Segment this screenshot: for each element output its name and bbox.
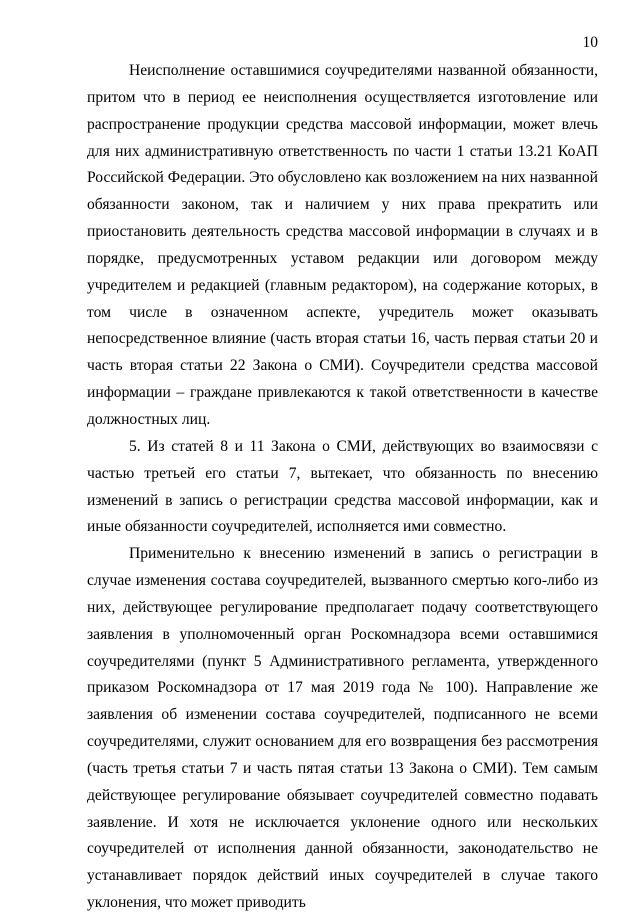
paragraph-joint-obligation: 5. Из статей 8 и 11 Закона о СМИ, действующих во взаимосвязи с частью третьей его статьи 7, вытекает, что обязанность по внесению изменений в запись о регистрации средства массовой информации, как и иные обязанности соучредителей, исполняется ими совместно. bbox=[87, 437, 598, 536]
paragraph-liability: Неисполнение оставшимися соучредителями названной обязанности, притом что в период ее неисполнения осуществляется изготовление или распространение продукции средства массовой информации, может влечь для них административную ответственность по части 1 статьи 13.21 КоАП Российской Федерации. Это обусловлено как возложением на них названной обязанности законом, так и наличием у них права прекратить или приостановить деятельность средства массовой информации в случаях и в порядке, предусмотренных уставом редакции или договором между учредителем и редакцией (главным редактором), на содержание которых, в том числе в означенном аспекте, учредитель может оказывать непосредственное влияние (часть вторая статьи 16, часть первая статьи 20 и часть вторая статьи 22 Закона о СМИ). Соучредители средства массовой информации – граждане привлекаются к такой ответственности в качестве должностных лиц. bbox=[87, 62, 599, 428]
page-number: 10 bbox=[582, 34, 598, 51]
paragraph-registration-changes: Применительно к внесению изменений в запись о регистрации в случае изменения состава соучредителей, вызванного смертью кого-либо из них, действующее регулирование предполагает подачу соответствующего заявления в уполномоченный орган Роскомнадзора всеми оставшимися соучредителями (пункт 5 Административного регламента, утвержденного приказом Роскомнадзора от 17 мая 2019 года № 100). Направление же заявления об изменении состава соучредителей, подписанного не всеми соучредителями, служит основанием для его возвращения без рассмотрения (часть третья статьи 7 и часть пятая статьи 13 Закона о СМИ). Тем самым действующее регулирование обязывает соучредителей совместно подавать заявление. И хотя не исключается уклонение одного или нескольких соучредителей от исполнения данной обязанности, законодательство не устанавливает порядок действий иных соучредителей в случае такого уклонения, что может приводить bbox=[87, 545, 598, 912]
document-body bbox=[87, 58, 598, 917]
